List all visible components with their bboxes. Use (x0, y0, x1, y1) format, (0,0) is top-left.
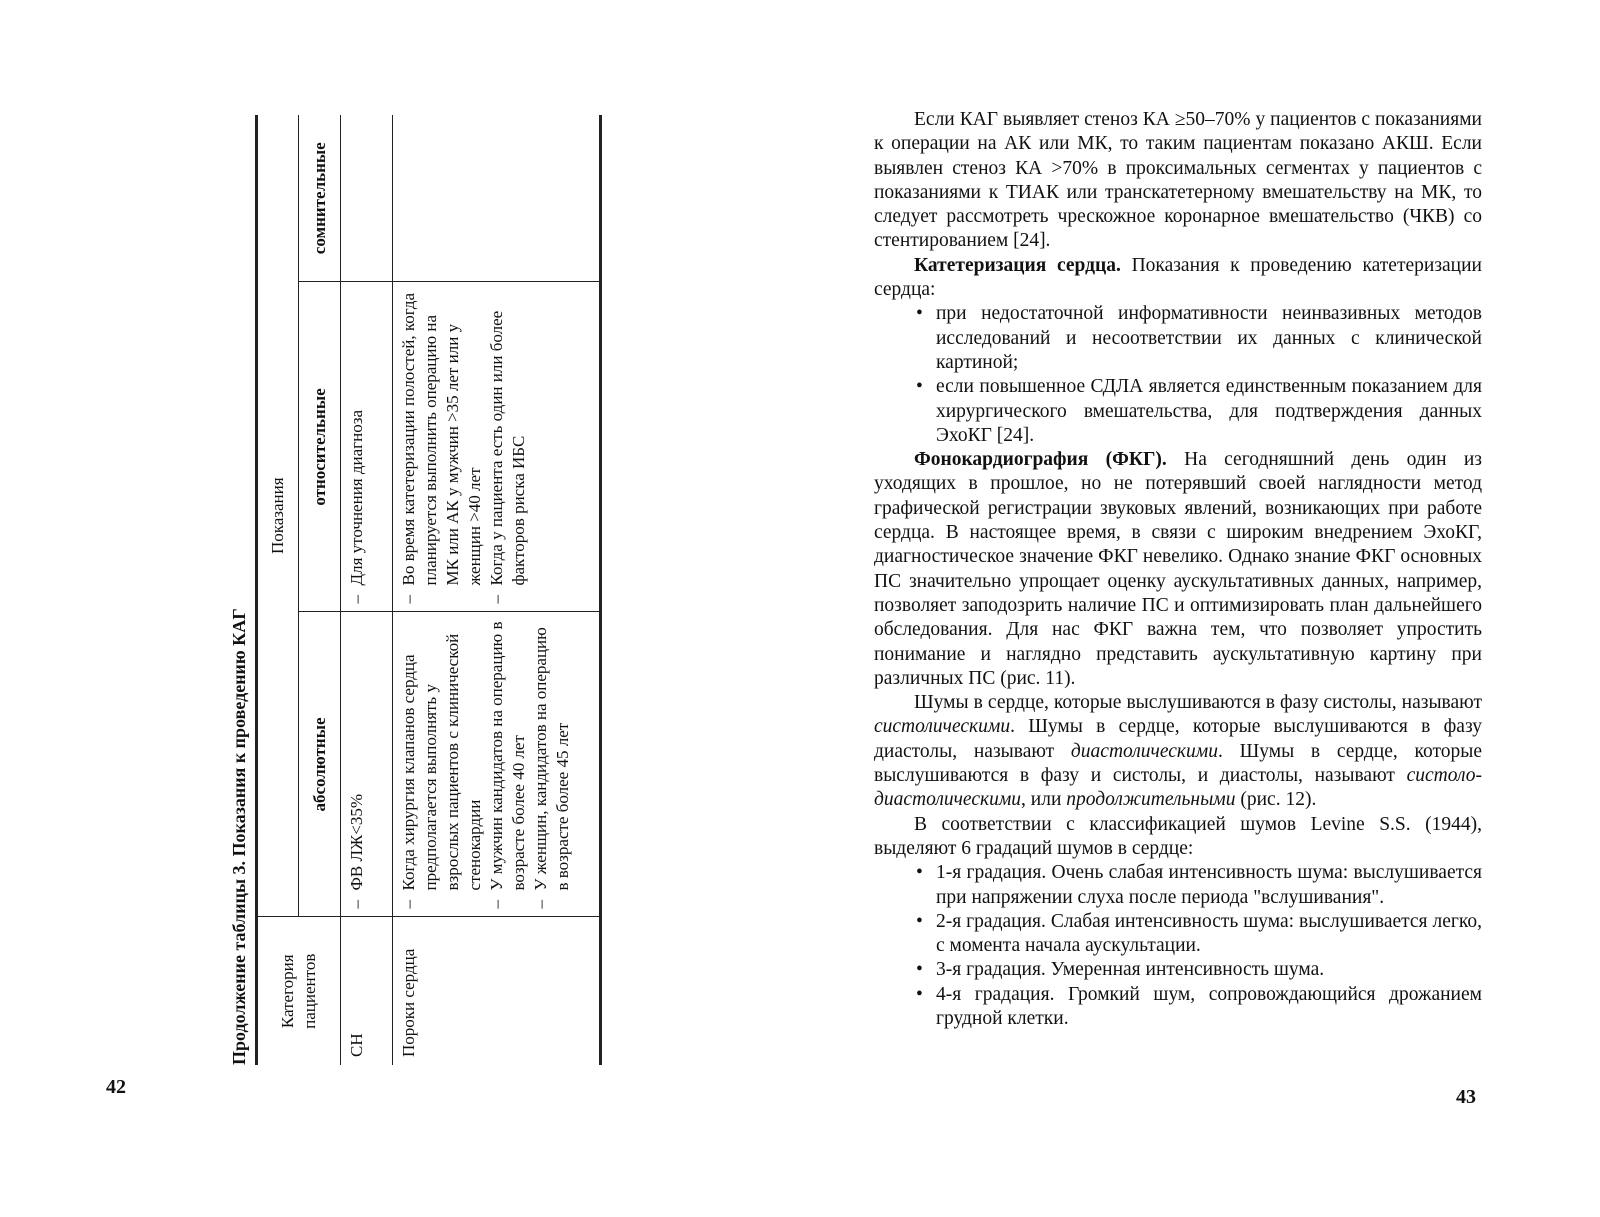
row-category: СН (341, 917, 393, 1065)
list-item: – У женщин, кандидатов на операцию в возрасте более 45 лет (530, 621, 574, 909)
list-item: – Когда хирургия клапанов сердца предполагается выполнять у взрослых пациентов с клинической стенокардии (398, 621, 486, 909)
row-category: Пороки сердца (393, 917, 601, 1065)
list-item: • если повышенное СДЛА является единственным показанием для хирургического вмешательства, для подтверждения данных ЭхоКГ [24]. (936, 375, 1482, 448)
section-heading: Катетеризация сердца. (914, 254, 1121, 276)
header-category: Категория пациентов (257, 917, 341, 1065)
list-item: • 4-я градация. Громкий шум, сопровождающийся дрожанием грудной клетки. (936, 983, 1482, 1032)
list-item: – ФВ ЛЖ<35% (346, 621, 368, 909)
bullet-list (874, 302, 1482, 448)
paragraph: Фонокардиография (ФКГ). На сегодняшний день один из уходящих в прошлое, но не потерявший своей наглядности метод графической регистрации звуковых явлений, возникающих при работе сердца. В настоящее время, в связи с широким внедрением ЭхоКГ, диагностическое значение ФКГ невелико. Однако знание ФКГ основных ПС значительно упрощает оценку аускультативных данных, например, позволяет заподозрить наличие ПС и оптимизировать план дальнейшего обследования. Для нас ФКГ важна тем, что позволяет упростить понимание и наглядно представить аускультативную картину при различных ПС (рис. 11). (874, 449, 1482, 689)
bullet-list (874, 861, 1482, 1031)
list-item: – Когда у пациента есть один или более факторов риска ИБС (486, 291, 530, 604)
page-number-left: 42 (106, 1076, 126, 1098)
body-text (874, 108, 1482, 1031)
table-caption: Продолжение таблицы 3. Показания к проведению КАГ (229, 608, 249, 1065)
table-row (341, 115, 393, 1065)
list-item: • 1-я градация. Очень слабая интенсивность шума: выслушивается при напряжении слуха после периода "вслушивания". (936, 861, 1482, 910)
header-absolute: абсолютные (299, 612, 341, 917)
list-item: • при недостаточной информативности неинвазивных методов исследований и несоответствии их данных с клинической картиной; (936, 302, 1482, 375)
row-doubtful (393, 115, 601, 282)
row-absolute (393, 612, 601, 917)
row-doubtful (341, 115, 393, 282)
header-doubtful: сомнительные (299, 115, 341, 282)
page-number-right: 43 (1456, 1086, 1476, 1108)
list-item: • 2-я градация. Слабая интенсивность шума: выслушивается легко, с момента начала аускультации. (936, 910, 1482, 959)
row-relative (341, 282, 393, 612)
row-absolute (341, 612, 393, 917)
table-header-row (257, 115, 299, 1065)
list-item: – Во время катетеризации полостей, когда планируется выполнить операцию на МК или АК у мужчин >35 лет или у женщин >40 лет (398, 291, 486, 604)
paragraph: Если КАГ выявляет стеноз КА ≥50–70% у пациентов с показаниями к операции на АК или МК, то таким пациентам показано АКШ. Если выявлен стеноз КА >70% в проксимальных сегментах у пациентов с показаниями к ТИАК или транскатетерному вмешательству на МК, то следует рассмотреть чрескожное коронарное вмешательство (ЧКВ) со стентированием [24]. (874, 109, 1482, 252)
row-relative (393, 282, 601, 612)
table-row (393, 115, 601, 1065)
list-item: • 3-я градация. Умеренная интенсивность шума. (936, 958, 1482, 982)
right-page (800, 0, 1600, 1217)
list-item: – У мужчин кандидатов на операцию в возрасте более 40 лет (486, 621, 530, 909)
section-heading: Фонокардиография (ФКГ). (914, 449, 1167, 471)
header-relative: относительные (299, 282, 341, 612)
indications-table (255, 115, 602, 1065)
paragraph: Катетеризация сердца. Показания к проведению катетеризации сердца: (874, 254, 1482, 301)
paragraph: Шумы в сердце, которые выслушиваются в фазу систолы, называют систолическими. Шумы в сердце, которые выслушиваются в фазу диастолы, называют диастолическими. Шумы в сердце, которые выслушиваются в фазу и систолы, и диастолы, называют систоло-диастолическими, или продолжительными (рис. 12). (874, 692, 1482, 811)
header-indications: Показания (257, 115, 299, 917)
list-item: – Для уточнения диагноза (346, 291, 368, 604)
paragraph: В соответствии с классификацией шумов Levine S.S. (1944), выделяют 6 градаций шумов в сердце: (874, 813, 1482, 859)
rotated-table-block (223, 115, 593, 1065)
